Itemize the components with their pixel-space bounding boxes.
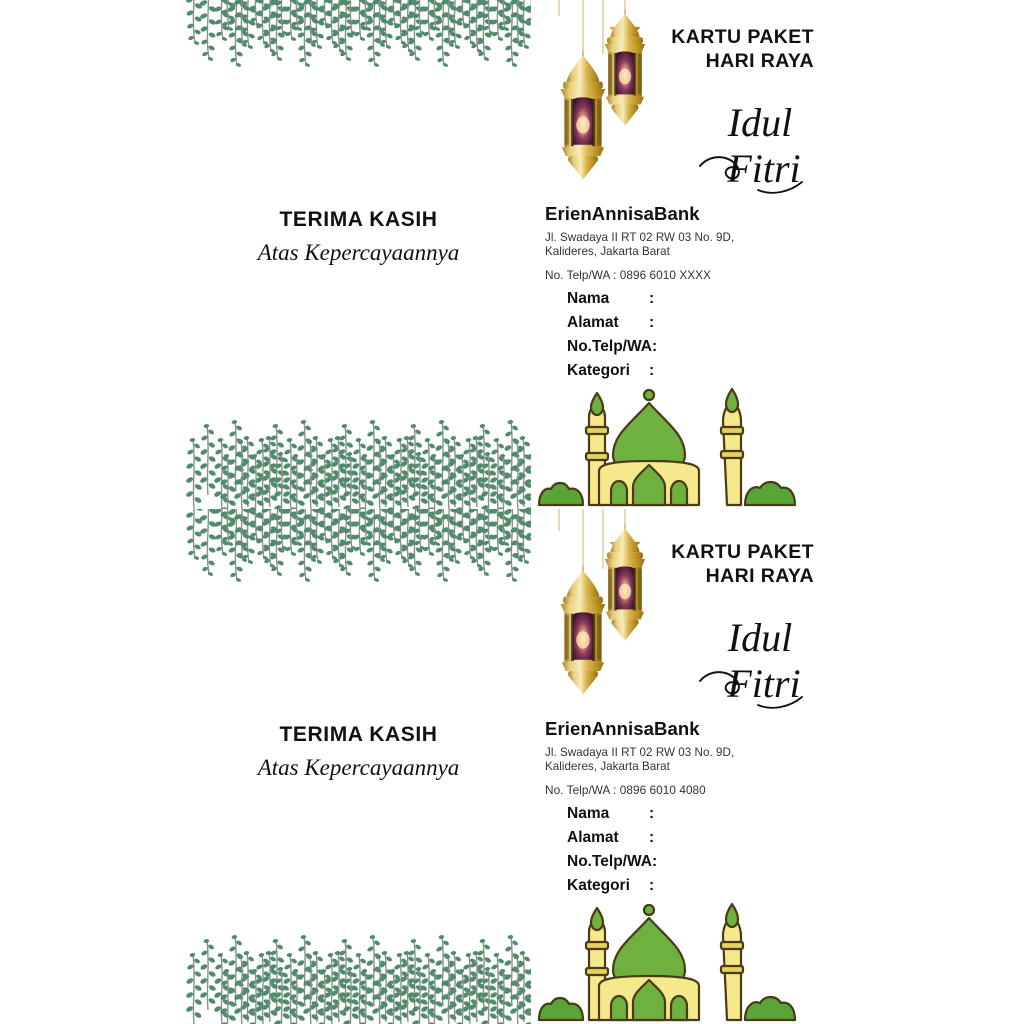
field-colon-nama: : xyxy=(649,805,655,822)
business-address-line1: Jl. Swadaya II RT 02 RW 03 No. 9D, xyxy=(545,231,735,245)
mosque-icon xyxy=(531,387,818,509)
business-name: ErienAnnisaBank xyxy=(545,718,700,739)
crescent-moon-icon xyxy=(547,535,565,571)
lantern-icon xyxy=(561,51,606,180)
svg-text:Fitri: Fitri xyxy=(727,661,801,706)
field-colon-kategori: : xyxy=(649,877,655,894)
lantern-icon xyxy=(605,524,645,640)
field-row-telp xyxy=(567,338,817,362)
lantern-icon xyxy=(605,9,645,125)
field-label-telp: No.Telp/WA: xyxy=(567,338,658,355)
business-phone: No. Telp/WA : 0896 6010 4080 xyxy=(545,782,706,797)
field-colon-kategori: : xyxy=(649,362,655,379)
card-left-column xyxy=(186,0,531,509)
business-info xyxy=(545,719,815,797)
field-row-kategori xyxy=(567,362,817,386)
card-right-column xyxy=(531,509,818,1024)
card-title-line1: KARTU PAKET xyxy=(671,26,814,48)
field-colon-alamat: : xyxy=(649,829,655,846)
leaf-sprig-icon xyxy=(186,391,531,509)
business-info xyxy=(545,204,815,282)
svg-text:Idul: Idul xyxy=(727,615,793,660)
thanks-heading: TERIMA KASIH xyxy=(279,723,438,746)
business-address xyxy=(545,231,815,258)
card-title-line1: KARTU PAKET xyxy=(671,541,814,563)
field-label-alamat: Alamat xyxy=(567,314,619,331)
business-address-line2: Kalideres, Jakarta Barat xyxy=(545,245,670,259)
package-card xyxy=(186,0,818,509)
card-title-line2: HARI RAYA xyxy=(705,564,814,587)
card-right-column xyxy=(531,0,818,509)
thanks-subheading: Atas Kepercayaannya xyxy=(257,240,460,266)
svg-text:Idul: Idul xyxy=(727,100,793,145)
recipient-fields xyxy=(567,290,817,386)
lantern-icon xyxy=(561,566,606,695)
field-label-alamat: Alamat xyxy=(567,829,619,846)
field-label-kategori: Kategori xyxy=(567,877,630,894)
business-address-line2: Kalideres, Jakarta Barat xyxy=(545,760,670,774)
hanging-willow-icon xyxy=(186,0,531,102)
leaf-sprig-icon xyxy=(186,906,531,1024)
field-label-telp: No.Telp/WA: xyxy=(567,853,658,870)
thanks-block xyxy=(186,208,531,265)
field-row-kategori xyxy=(567,877,817,901)
field-row-telp xyxy=(567,853,817,877)
card-title xyxy=(671,541,814,589)
package-card xyxy=(186,509,818,1024)
recipient-fields xyxy=(567,805,817,901)
business-address-line1: Jl. Swadaya II RT 02 RW 03 No. 9D, xyxy=(545,746,735,760)
field-label-kategori: Kategori xyxy=(567,362,630,379)
thanks-heading: TERIMA KASIH xyxy=(279,208,438,231)
field-row-nama xyxy=(567,805,817,829)
field-row-nama xyxy=(567,290,817,314)
hanging-willow-icon xyxy=(186,509,531,617)
mosque-icon xyxy=(531,902,818,1024)
field-row-alamat xyxy=(567,314,817,338)
thanks-subheading: Atas Kepercayaannya xyxy=(257,755,460,781)
svg-text:Fitri: Fitri xyxy=(727,146,801,191)
business-name: ErienAnnisaBank xyxy=(545,203,700,224)
idul-fitri-calligraphy xyxy=(694,90,816,198)
business-address xyxy=(545,746,815,773)
idul-fitri-calligraphy xyxy=(694,605,816,713)
field-label-nama: Nama xyxy=(567,805,610,822)
thanks-block xyxy=(186,723,531,780)
business-phone: No. Telp/WA : 0896 6010 XXXX xyxy=(545,267,712,282)
card-title xyxy=(671,26,814,74)
crescent-moon-icon xyxy=(547,20,565,56)
field-label-nama: Nama xyxy=(567,290,610,307)
field-colon-nama: : xyxy=(649,290,655,307)
field-colon-alamat: : xyxy=(649,314,655,331)
card-title-line2: HARI RAYA xyxy=(705,49,814,72)
field-row-alamat xyxy=(567,829,817,853)
card-left-column xyxy=(186,509,531,1024)
